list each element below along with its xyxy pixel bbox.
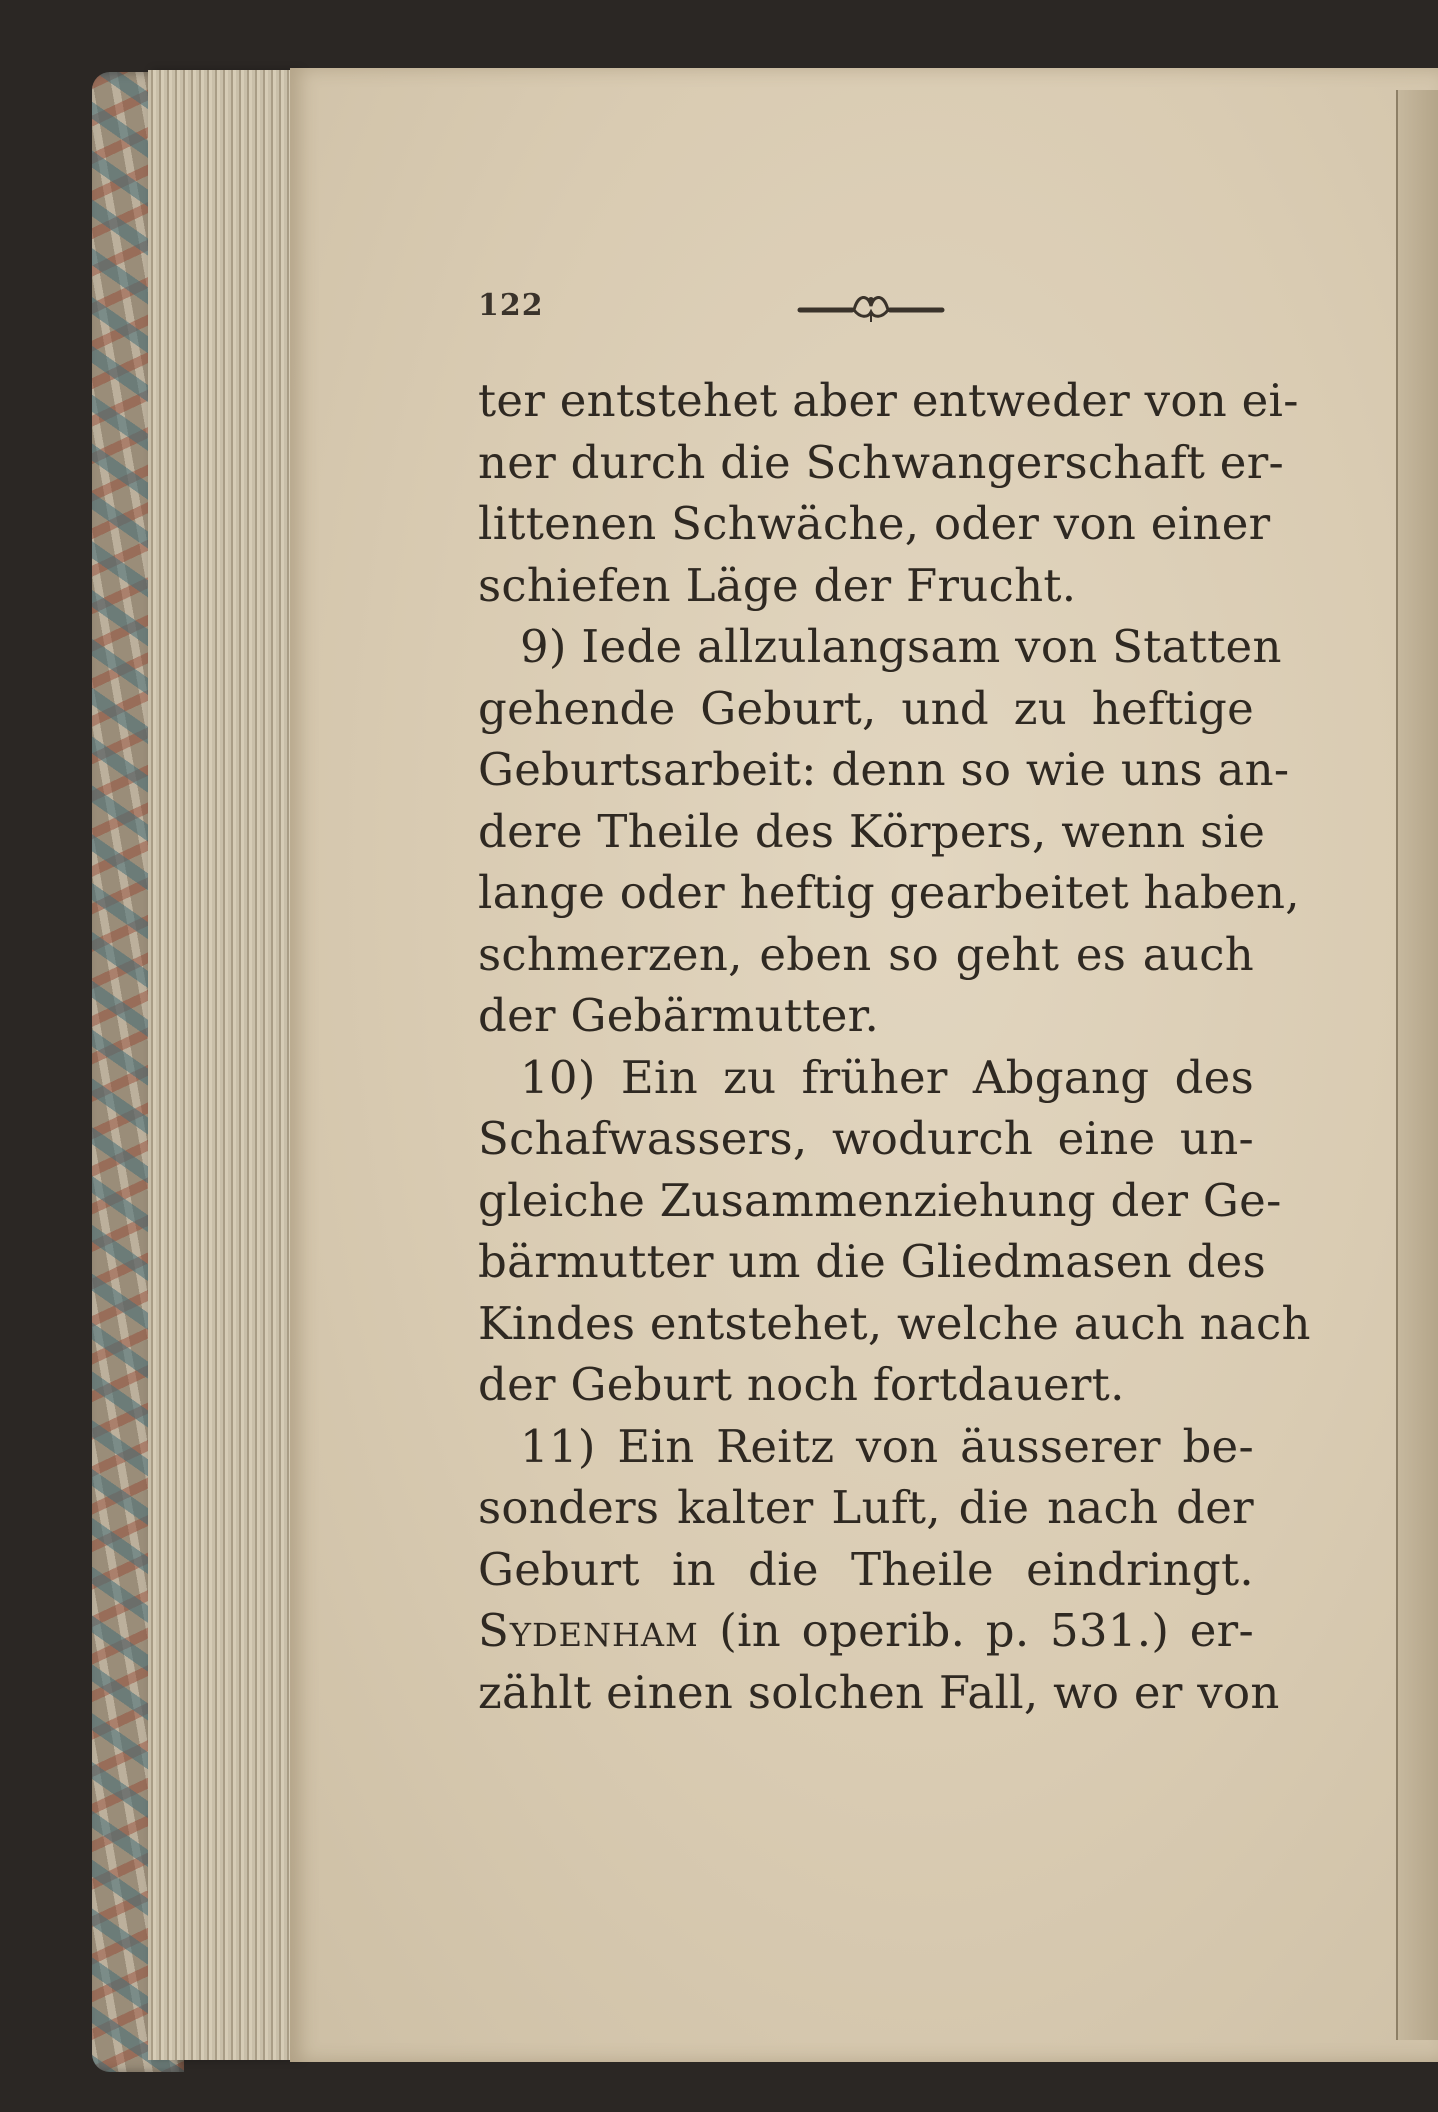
text-line: 11) Ein Reitz von äusserer be-	[520, 1419, 1254, 1473]
text-line: dere Theile des Körpers, wenn sie	[478, 804, 1266, 858]
facing-page-edge	[1396, 90, 1438, 2040]
text-line: sonders kalter Luft, die nach der	[478, 1481, 1254, 1534]
text-line: gehende Geburt, und zu heftige	[478, 681, 1254, 735]
text-line: Sydenham (in operib. p. 531.) er-	[478, 1604, 1254, 1657]
author-name: Sydenham	[478, 1604, 699, 1657]
text-line: bärmutter um die Gliedmasen des	[478, 1235, 1267, 1288]
text-line: der Gebärmutter.	[478, 989, 880, 1042]
header-ornament-icon	[796, 288, 946, 324]
text-line: ner durch die Schwangerschaft er-	[478, 435, 1285, 489]
text-line: ter entstehet aber entweder von ei-	[478, 374, 1299, 427]
text-line: lange oder heftig gearbeitet haben,	[478, 866, 1300, 919]
page-stack-edge	[148, 70, 298, 2060]
text-line: 10) Ein zu früher Abgang des	[520, 1050, 1254, 1104]
text-line: schiefen Läge der Frucht.	[478, 558, 1077, 612]
page-number: 122	[478, 288, 544, 323]
text-line: littenen Schwäche, oder von einer	[478, 497, 1271, 550]
text-line: zählt einen solchen Fall, wo er von	[478, 1665, 1280, 1719]
body-text	[478, 370, 1311, 1723]
page-header	[478, 288, 1258, 328]
text-line: Kindes entstehet, welche auch nach	[478, 1296, 1311, 1350]
text-line: der Geburt noch fortdauert.	[478, 1358, 1125, 1411]
text-line: Schafwassers, wodurch eine un-	[478, 1112, 1254, 1165]
text-line: schmerzen, eben so geht es auch	[478, 927, 1254, 981]
text-line: gleiche Zusammenziehung der Ge-	[478, 1173, 1282, 1227]
text-line: Geburtsarbeit: denn so wie uns an-	[478, 743, 1290, 796]
text-line: Geburt in die Theile eindringt.	[478, 1542, 1254, 1596]
text-line: 9) Iede allzulangsam von Statten	[520, 620, 1282, 673]
